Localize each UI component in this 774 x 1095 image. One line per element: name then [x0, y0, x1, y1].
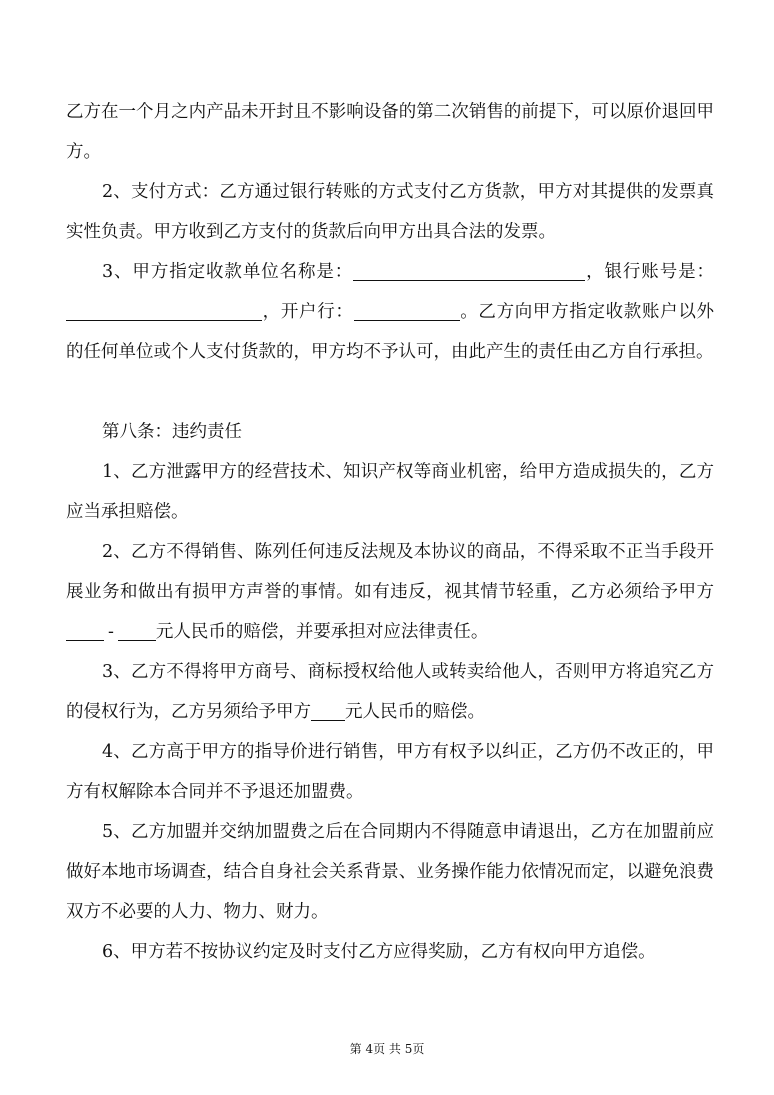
payee-name-blank	[353, 260, 585, 281]
clause-5-withdrawal: 5、乙方加盟并交纳加盟费之后在合同期内不得随意申请退出，乙方在加盟前应做好本地市场调查，结合自身社会关系背景、业务操作能力依情况而定，以避免浪费双方不必要的人力、物力、财力。	[66, 822, 714, 922]
clause-2-prohibited-goods	[66, 532, 714, 652]
paragraph-payment-method: 2、支付方式：乙方通过银行转账的方式支付乙方货款，甲方对其提供的发票真实性负责。甲方收到乙方支付的货款后向甲方出具合法的发票。	[66, 182, 714, 242]
bank-name-label: ，开户行：	[262, 302, 354, 322]
compensation-min-blank	[66, 620, 104, 641]
compensation-max-blank	[118, 620, 156, 641]
clause-3-tail: 元人民币的赔偿。	[345, 702, 485, 722]
clause-1-confidentiality: 1、乙方泄露甲方的经营技术、知识产权等商业机密，给甲方造成损失的，乙方应当承担赔偿。	[66, 462, 714, 522]
clause-3-text: 3、乙方不得将甲方商号、商标授权给他人或转卖给他人，否则甲方将追究乙方的侵权行为，乙方另须给予甲方	[66, 662, 714, 722]
clause-6-reward: 6、甲方若不按协议约定及时支付乙方应得奖励，乙方有权向甲方追偿。	[102, 942, 656, 962]
clause-4-pricing: 4、乙方高于甲方的指导价进行销售，甲方有权予以纠正，乙方仍不改正的，甲方有权解除本合同并不予退还加盟费。	[66, 742, 714, 802]
article-8-heading: 第八条：违约责任	[102, 422, 242, 442]
trademark-compensation-blank	[311, 700, 345, 721]
paragraph-return-policy: 乙方在一个月之内产品未开封且不影响设备的第二次销售的前提下，可以原价退回甲方。	[66, 102, 714, 162]
clause-2-text: 2、乙方不得销售、陈列任何违反法规及本协议的商品，不得采取不正当手段开展业务和做出有损甲方声誉的事情。如有违反，视其情节轻重，乙方必须给予甲方	[66, 542, 714, 602]
payee-name-label: 3、甲方指定收款单位名称是：	[102, 262, 354, 282]
paragraph-payee-account	[66, 252, 714, 372]
bank-account-label: ，银行账号是：	[585, 262, 715, 282]
bank-account-blank	[66, 300, 262, 321]
bank-name-blank	[354, 300, 460, 321]
range-dash: -	[108, 622, 114, 642]
clause-3-trademark	[66, 652, 714, 732]
page-number-footer: 第 4页 共 5页	[349, 1042, 425, 1056]
clause-2-tail: 元人民币的赔偿，并要承担对应法律责任。	[155, 622, 489, 642]
payee-account-rule: 。乙方向甲方指定收款账户以外的任何单位或个人支付货款的，甲方均不予认可，由此产生的责任由乙方自行承担。	[66, 302, 715, 362]
